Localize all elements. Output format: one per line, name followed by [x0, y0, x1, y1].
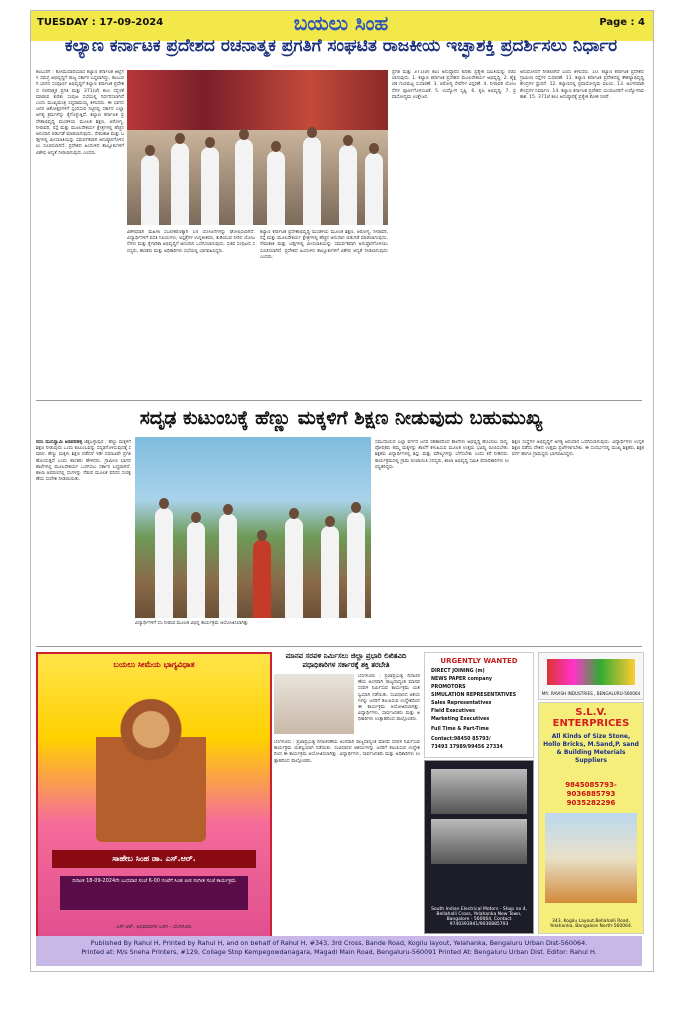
- slv-name: S.L.V. ENTERPRICES: [552, 707, 630, 729]
- headline-1: ಕಲ್ಯಾಣ ಕರ್ನಾಟಕ ಪ್ರದೇಶದ ರಚನಾತ್ಮಕ ಪ್ರಗತಿಗೆ ಸಂಘಟಿತ ರಾಜಕೀಯ ಇಚ್ಛಾಶಕ್ತಿ ಪ್ರದರ್ಶಿಸಲು ನಿರ್ಧಾರ: [64, 36, 618, 56]
- slv-tagline: All Kinds of Size Stone, Hollo Bricks, M.Sand,P. sand & Building Meterials Suppliers: [543, 733, 639, 764]
- article1-col1: ಕಲಬುರಗಿ : ಕೋಮುವಾದಿಯಾದ ಕಲ್ಯಾಣ ಕರ್ನಾಟಕ ಜಿಲ್ಲೆಗಳ ಸಮಗ್ರ ಅಭಿವೃದ್ಧಿಗೆ ರಾಜ್ಯ ಸರ್ಕಾರ ಬದ್ಧವಾಗಿದ್ದು, ಕಲಬುರಗಿ ಭಾಗದ ಸಂಪೂರ್ಣ ಅಭಿವೃದ್ಧಿಗೆ ಕಲ್ಯಾಣ ಕರ್ನಾಟಕ ಪ್ರದೇಶದ ರಚನಾತ್ಮಕ ಪ್ರಗತಿ ಮತ್ತು 371(ಜೆ) ಕಲಂ ಸದ್ಬಳಕೆ ಮಾಡುವ ಕುರಿತು ಸಂಪುಟ ಸಭೆಯಲ್ಲಿ ನಿರ್ಧರಿಸಲಾಗಿದೆ ಎಂದು ಮುಖ್ಯಮಂತ್ರಿ ಸಿದ್ದರಾಮಯ್ಯ ತಿಳಿಸಿದರು. ಈ ಭಾಗದ ಜನರ ಆಶೋತ್ತರಗಳಿಗೆ ಸ್ಪಂದಿಸುವ ನಿಟ್ಟಿನಲ್ಲಿ ಸರ್ಕಾರ ಎಲ್ಲಾ ಅಗತ್ಯ ಕ್ರಮಗಳನ್ನು ಕೈಗೊಳ್ಳುತ್ತಿದೆ. ಕಲ್ಯಾಣ ಕರ್ನಾಟಕ ಪ್ರದೇಶಾಭಿವೃದ್ಧಿ ಮಂಡಳಿಯ ಮೂಲಕ ಶಿಕ್ಷಣ, ಆರೋಗ್ಯ, ನೀರಾವರಿ, ರಸ್ತೆ ಮತ್ತು ಮೂಲಸೌಕರ್ಯ ಕ್ಷೇತ್ರಗಳಲ್ಲಿ ಹೆಚ್ಚಿನ ಅನುದಾನ ಬಿಡುಗಡೆ ಮಾಡಲಾಗುವುದು. ನೇಮಕಾತಿ ಮತ್ತು ಬಡ್ತಿಗಳಲ್ಲಿ ಮೀಸಲಾತಿಯನ್ನು ಸಮರ್ಪಕವಾಗಿ ಅನುಷ್ಠಾನಗೊಳಿಸಲು ಸೂಚಿಸಲಾಗಿದೆ. ಪ್ರದೇಶದ ಹಿಂದುಳಿದ ತಾಲ್ಲೂಕುಗಳಿಗೆ ವಿಶೇಷ ಆದ್ಯತೆ ನೀಡಲಾಗುವುದು ಎಂದರು.: [36, 70, 124, 156]
- article3-side: ಬೆಂಗಳೂರು : ಪ್ರಜಾಪ್ರಭುತ್ವ ದಿನಾಚರಣೆಯ ಅಂಗವಾಗಿ ರಾಜ್ಯದಾದ್ಯಂತ ಮಾನವ ಸರಪಳಿ ನಿರ್ಮಿಸುವ ಕಾರ್ಯಕ್ರಮ ಯಶಸ್ವಿಯಾಗಿ ನಡೆಯಿತು. ಸಂವಿಧಾನದ ಆಶಯಗಳನ್ನು ಜನರಿಗೆ ತಲುಪಿಸುವ ಉದ್ದೇಶದಿಂದ ಈ ಕಾರ್ಯಕ್ರಮ ಆಯೋಜಿಸಲಾಗಿತ್ತು. ವಿದ್ಯಾರ್ಥಿಗಳು, ಸಾರ್ವಜನಿಕರು ಮತ್ತು ಅಧಿಕಾರಿಗಳು ಉತ್ಸಾಹದಿಂದ ಪಾಲ್ಗೊಂಡರು.: [358, 674, 420, 723]
- motors-ad-text: South Indian Electrical Motors - Shop no 4, Bellahalli Cross, Yelahanka New Town, Bangalore - 560064, Contact 9740393941/9036885793: [431, 907, 527, 927]
- article1-col3: ಕಲ್ಯಾಣ ಕರ್ನಾಟಕ ಪ್ರದೇಶಾಭಿವೃದ್ಧಿ ಮಂಡಳಿಯ ಮೂಲಕ ಶಿಕ್ಷಣ, ಆರೋಗ್ಯ, ನೀರಾವರಿ, ರಸ್ತೆ ಮತ್ತು ಮೂಲಸೌಕರ್ಯ ಕ್ಷೇತ್ರಗಳಲ್ಲಿ ಹೆಚ್ಚಿನ ಅನುದಾನ ಬಿಡುಗಡೆ ಮಾಡಲಾಗುವುದು. ನೇಮಕಾತಿ ಮತ್ತು ಬಡ್ತಿಗಳಲ್ಲಿ ಮೀಸಲಾತಿಯನ್ನು ಸಮರ್ಪಕವಾಗಿ ಅನುಷ್ಠಾನಗೊಳಿಸಲು ಸೂಚಿಸಲಾಗಿದೆ. ಪ್ರದೇಶದ ಹಿಂದುಳಿದ ತಾಲ್ಲೂಕುಗಳಿಗೆ ವಿಶೇಷ ಆದ್ಯತೆ ನೀಡಲಾಗುವುದು ಎಂದರು.: [260, 230, 388, 260]
- wanted-line: PROMOTORS: [431, 685, 466, 690]
- wanted-line: Full Time & Part-Time: [431, 727, 489, 732]
- imprint-line-1: Published By Rahul H, Printed by Rahul H, and on behalf of Rahul H, #343, 3rd Cross, Bande Road, Kogilu layout, Yelahanka, Bengaluru Urban Dist-560064.: [90, 939, 588, 947]
- headline-2: ಸದೃಢ ಕುಟುಂಬಕ್ಕೆ ಹೆಣ್ಣು ಮಕ್ಕಳಿಗೆ ಶಿಕ್ಷಣ ನೀಡುವುದು ಬಹುಮುಖ್ಯ: [139, 407, 543, 429]
- article3-body: ಬೆಂಗಳೂರು : ಪ್ರಜಾಪ್ರಭುತ್ವ ದಿನಾಚರಣೆಯ ಅಂಗವಾಗಿ ರಾಜ್ಯದಾದ್ಯಂತ ಮಾನವ ಸರಪಳಿ ನಿರ್ಮಿಸುವ ಕಾರ್ಯಕ್ರಮ ಯಶಸ್ವಿಯಾಗಿ ನಡೆಯಿತು. ಸಂವಿಧಾನದ ಆಶಯಗಳನ್ನು ಜನರಿಗೆ ತಲುಪಿಸುವ ಉದ್ದೇಶದಿಂದ ಈ ಕಾರ್ಯಕ್ರಮ ಆಯೋಜಿಸಲಾಗಿತ್ತು. ವಿದ್ಯಾರ್ಥಿಗಳು, ಸಾರ್ವಜನಿಕರು ಮತ್ತು ಅಧಿಕಾರಿಗಳು ಉತ್ಸಾಹದಿಂದ ಪಾಲ್ಗೊಂಡರು.: [274, 740, 420, 764]
- wanted-ad: [424, 652, 534, 758]
- headline-3: ಮಾನವ ಸರಪಳಿ ನಿರ್ಮಿಸಲು ಜಿಲ್ಲಾ ಪ್ರಭಾರಿ ಲಿಖಿತವಿದಿ ಪಧಾಧಿಕಾರಿಗಳ ಸರ್ಕಾರಕ್ಕೆ ಶಕ್ತಿ ತರಬೇತಿ: [285, 652, 407, 669]
- wanted-heading: URGENTLY WANTED: [440, 657, 518, 665]
- stage-backdrop: [127, 70, 388, 130]
- article2-photo: [135, 437, 371, 618]
- imprint-footer: [36, 936, 642, 966]
- event-poster-ad: [36, 652, 272, 938]
- ravish-industries-ad: [538, 652, 644, 700]
- slv-enterprises-ad: [538, 702, 644, 934]
- poster-name: ಸಾಹೇಬ ಸಿಂಹ ಡಾ. ಎಸ್.ಆರ್.: [52, 850, 256, 868]
- article1-col5: ಅನುಮೋದನೆ ನೀಡಲಾಗಿದೆ ಎಂದು ತಿಳಿಸಿದರು. 10. ಕಲ್ಯಾಣ ಕರ್ನಾಟಕ ಪ್ರದೇಶದ ಗ್ರಾಮೀಣ ರಸ್ತೆಗಳ ಸುಧಾರಣೆ. 11. ಕಲ್ಯಾಣ ಕರ್ನಾಟಕ ಪ್ರದೇಶದಲ್ಲಿ ಕೌಶಲ್ಯಾಭಿವೃದ್ಧಿ ಕೇಂದ್ರಗಳ ಸ್ಥಾಪನೆ. 12. ಕಲ್ಯಾಣದಲ್ಲಿ ಪ್ರವಾಸೋದ್ಯಮ ವಲಯ. 13. ಅಂಗನವಾಡಿ ಕೇಂದ್ರಗಳ ನಿರ್ಮಾಣ. 14. ಕಲ್ಯಾಣ ಕರ್ನಾಟಕ ಪ್ರದೇಶದ ಯುವಜನರಿಗೆ ಉದ್ಯೋಗಾವಕಾಶ. 15. 371ಜೆ ಕಲಂ ಅನುಷ್ಠಾನಕ್ಕೆ ಪ್ರತ್ಯೇಕ ಕೋಶ ರಚನೆ.: [520, 70, 644, 100]
- article2-col3: ಶಿಕ್ಷಣ ಸಂಸ್ಥೆಗಳ ಅಭಿವೃದ್ಧಿಗೆ ಅಗತ್ಯ ಅನುದಾನ ಒದಗಿಸಲಾಗುವುದು. ವಿದ್ಯಾರ್ಥಿಗಳು ಉನ್ನತ ಶಿಕ್ಷಣ ಪಡೆದು ದೇಶದ ಉತ್ತಮ ಪ್ರಜೆಗಳಾಗಬೇಕು. ಈ ಸಂದರ್ಭದಲ್ಲಿ ಮುಖ್ಯ ಶಿಕ್ಷಕರು, ಶಿಕ್ಷಕ ವರ್ಗ ಹಾಗೂ ಗ್ರಾಮಸ್ಥರು ಭಾಗವಹಿಸಿದ್ದರು.: [512, 440, 644, 458]
- poster-footer: ಎಸ್.ಆರ್. ಅಭಿಮಾನಿಗಳ ಬಳಗ - ಬೆಂಗಳೂರು: [116, 924, 192, 930]
- article2-caption: ವಿದ್ಯಾರ್ಥಿಗಳಿಗೆ ಸಸಿ ನೀಡುವ ಮೂಲಕ ವಿಭಿನ್ನ ಕಾರ್ಯಕ್ರಮ ಆಯೋಜಿಸಲಾಗಿತ್ತು: [135, 621, 249, 626]
- poster-portrait: [96, 692, 206, 842]
- wanted-line: Marketing Executives: [431, 717, 490, 722]
- issue-date: TUESDAY : 17-09-2024: [37, 17, 164, 28]
- page-number: Page : 4: [599, 17, 645, 28]
- article2-col1: ನರಸಿ ಮುನಿಸ್ವಾಮಿ ಅಡಪನಹಳ್ಳಿ ಚಿಕ್ಕಬಳ್ಳಾಪುರ : ಹೆಣ್ಣು ಮಕ್ಕಳಿಗೆ ಶಿಕ್ಷಣ ನೀಡುವುದು ಒಂದು ಕುಟುಂಬವನ್ನು ಸದೃಢಗೊಳಿಸುವುದಕ್ಕೆ ಸಮಾನ. ಹೆಣ್ಣು ಮಕ್ಕಳು ಶಿಕ್ಷಣ ಪಡೆದರೆ ಇಡೀ ಸಮಾಜವೇ ಪ್ರಗತಿ ಹೊಂದುತ್ತದೆ ಎಂದು ಶಾಸಕರು ಹೇಳಿದರು. ಗ್ರಾಮೀಣ ಭಾಗದ ಶಾಲೆಗಳಲ್ಲಿ ಮೂಲಸೌಕರ್ಯ ಒದಗಿಸಲು ಸರ್ಕಾರ ಬದ್ಧವಾಗಿದೆ. ಶಾಲಾ ಆವರಣದಲ್ಲಿ ಸಸಿಗಳನ್ನು ನೆಡುವ ಮೂಲಕ ಪರಿಸರ ಸಂರಕ್ಷಣೆಯ ಸಂದೇಶ ನೀಡಲಾಯಿತು.: [36, 440, 131, 483]
- divider: [36, 400, 642, 401]
- wanted-line: Sales Representatives: [431, 701, 492, 706]
- wanted-line: Field Executives: [431, 709, 475, 714]
- wanted-line: DIRECT JOINING (m): [431, 669, 485, 674]
- imprint-line-2: Printed at: M/s Sneha Printers, #129, Collage Stop Kempegowdanagara, Magadi Main Road, Bengaluru-560091 Printed At: Bengaluru Urban Dist. Editor: Rahul H.: [81, 948, 597, 956]
- divider: [36, 646, 642, 647]
- newspaper-title: ಬಯಲು ಸಿಂಹ: [293, 11, 389, 35]
- wanted-line: 73493 37989/99456 27334: [431, 745, 503, 750]
- ravish-text: Mfr. RAVISH INDUSTRIES , BENGALURU-560064: [541, 691, 641, 696]
- wanted-line: Contact:98450 85793/: [431, 737, 491, 742]
- article3-photo: [274, 674, 354, 734]
- poster-info: ದಿನಾಂಕ 18-09-2024ನೇ ಬುಧವಾರ ಸಂಜೆ 6-00 ಗಂಟೆಗೆ ಸಿಂಹ ಪೀಠ ಸಂಗೀತ ಸಂಜೆ ಕಾರ್ಯಕ್ರಮ: [60, 876, 248, 910]
- article2-col2: ಸಮುದಾಯದ ಎಲ್ಲಾ ವರ್ಗದ ಜನರ ಸಹಕಾರದಿಂದ ಶಾಲೆಗಳು ಅಭಿವೃದ್ಧಿ ಹೊಂದಲು ಸಾಧ್ಯ. ಪೋಷಕರು ತಮ್ಮ ಮಕ್ಕಳನ್ನು ಶಾಲೆಗೆ ಕಳುಹಿಸುವ ಮೂಲಕ ಉತ್ತಮ ಭವಿಷ್ಯ ರೂಪಿಸಬೇಕು. ಶಿಕ್ಷಕರು ವಿದ್ಯಾರ್ಥಿಗಳಲ್ಲಿ ಶಿಸ್ತು ಮತ್ತು ಮೌಲ್ಯಗಳನ್ನು ಬೆಳೆಸಬೇಕು ಎಂದು ಕರೆ ನೀಡಿದರು. ಕಾರ್ಯಕ್ರಮದಲ್ಲಿ ಗ್ರಾಮ ಪಂಚಾಯಿತಿ ಸದಸ್ಯರು, ಶಾಲಾ ಅಭಿವೃದ್ಧಿ ಸಮಿತಿ ಪದಾಧಿಕಾರಿಗಳು ಉಪಸ್ಥಿತರಿದ್ದರು.: [375, 440, 509, 470]
- slv-address: 343, Kogilu Layout,Bellahalli Road, Yelahanka, Bangalore North-560064.: [549, 919, 633, 929]
- product-image: [547, 659, 635, 685]
- wanted-line: NEWS PAPER company: [431, 677, 493, 682]
- slv-phones: 9845085793-9036885793 9035282296: [565, 781, 617, 807]
- article1-col4: ಪ್ರಗತಿ ಮತ್ತು 371(ಜೆ) ಕಲಂ ಅನುಷ್ಠಾನದ ಕುರಿತು ಪ್ರತ್ಯೇಕ ಸಮಿತಿಯನ್ನು ರಚಿಸಲಾಗುವುದು. 1. ಕಲ್ಯಾಣ ಕರ್ನಾಟಕ ಪ್ರದೇಶದ ಮೂಲಸೌಕರ್ಯ ಅಭಿವೃದ್ಧಿ. 2. ಶೈಕ್ಷಣಿಕ ಗುಣಮಟ್ಟ ಸುಧಾರಣೆ. 3. ಆರೋಗ್ಯ ಸೇವೆಗಳ ವಿಸ್ತರಣೆ. 4. ನೀರಾವರಿ ಯೋಜನೆಗಳ ಪೂರ್ಣಗೊಳಿಸುವಿಕೆ. 5. ಉದ್ಯೋಗ ಸೃಷ್ಟಿ. 6. ಕೃಷಿ ಅಭಿವೃದ್ಧಿ. 7. ಪ್ರವಾಸೋದ್ಯಮ ಉತ್ತೇಜನ.: [392, 70, 516, 100]
- poster-title: ಬಯಲು ಸೀಮೆಯ ಭಾಗ್ಯವಿಧಾತ: [113, 660, 195, 669]
- article1-photo: [127, 70, 388, 225]
- motors-ad: [424, 760, 534, 934]
- wanted-line: SIMULATION REPRESENTATIVES: [431, 693, 517, 698]
- article1-col2: ವಿಶೇಷವಾಗಿ ಮಹಿಳಾ ಸಬಲೀಕರಣಕ್ಕಾಗಿ 14 ಯೋಜನೆಗಳನ್ನು ಘೋಷಿಸಲಾಗಿದೆ. ವಿದ್ಯಾರ್ಥಿಗಳಿಗೆ ವಸತಿ ನಿಲಯಗಳು, ಆಸ್ಪತ್ರೆಗಳ ಉನ್ನತೀಕರಣ, ಕುಡಿಯುವ ನೀರಿನ ಯೋಜನೆಗಳು ಮತ್ತು ಕೈಗಾರಿಕಾ ಅಭಿವೃದ್ಧಿಗೆ ಅನುದಾನ ಒದಗಿಸಲಾಗುವುದು. ಸಚಿವ ಸಂಪುಟದ ಸದಸ್ಯರು, ಶಾಸಕರು ಮತ್ತು ಅಧಿಕಾರಿಗಳು ಸಭೆಯಲ್ಲಿ ಭಾಗವಹಿಸಿದ್ದರು.: [127, 230, 255, 254]
- slv-image: [545, 813, 637, 903]
